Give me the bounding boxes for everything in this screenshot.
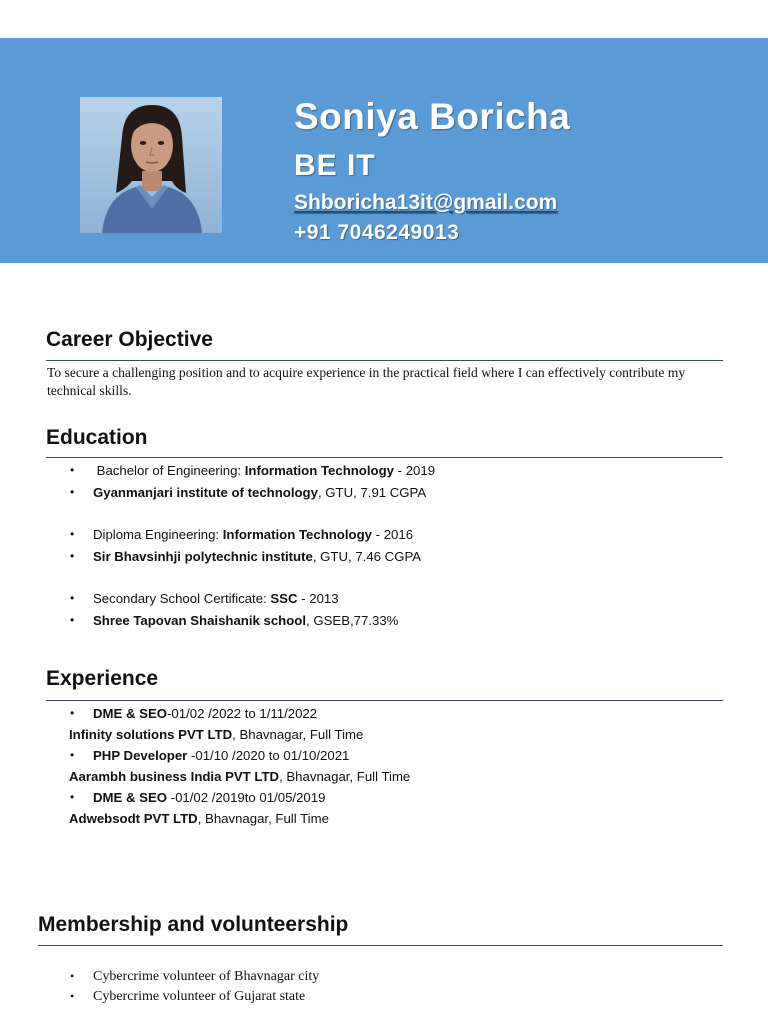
education-entry: [0, 460, 740, 503]
experience-company: [0, 808, 740, 829]
experience-title: [0, 787, 740, 808]
experience-title: [0, 703, 740, 724]
experience-list: [0, 703, 740, 829]
profile-photo: [80, 97, 222, 233]
bold-text: Shree Tapovan Shaishanik school: [93, 612, 307, 628]
text-run: -01/10 /2020 to 01/10/2021: [187, 748, 350, 763]
membership-heading: Membership and volunteership: [38, 913, 349, 936]
education-line: [0, 610, 740, 632]
education-line: [0, 524, 740, 546]
text-run: -01/02 /2019to 01/05/2019: [167, 790, 326, 805]
education-entry: [0, 588, 740, 631]
experience-title: [0, 745, 740, 766]
candidate-degree: BE IT: [294, 149, 376, 182]
text-run: , GSEB,77.33%: [306, 612, 399, 628]
membership-divider: [38, 945, 723, 946]
text-run: Diploma Engineering:: [93, 527, 223, 542]
membership-list: [0, 967, 740, 1006]
education-heading: Education: [46, 426, 148, 449]
experience-heading: Experience: [46, 667, 159, 690]
bold-text: DME & SEO: [93, 790, 168, 805]
experience-company: [0, 766, 740, 787]
text-run: -01/02 /2022 to 1/11/2022: [167, 706, 318, 721]
bold-text: SSC: [270, 591, 298, 606]
education-line: [0, 588, 740, 610]
career-objective-heading: Career Objective: [46, 328, 213, 351]
education-line: [0, 460, 740, 482]
bold-text: Infinity solutions PVT LTD: [69, 727, 233, 742]
text-run: - 2013: [297, 591, 339, 606]
education-list: [0, 460, 740, 652]
career-objective-divider: [46, 360, 723, 361]
bold-text: Sir Bhavsinhji polytechnic institute: [93, 548, 313, 564]
bold-text: PHP Developer: [93, 748, 188, 763]
text-run: , Bhavnagar, Full Time: [232, 727, 364, 742]
bold-text: Adwebsodt PVT LTD: [69, 811, 198, 826]
bold-text: Gyanmanjari institute of technology: [93, 484, 318, 500]
phone-number: +91 7046249013: [294, 221, 460, 244]
text-run: - 2016: [371, 527, 414, 542]
text-run: , Bhavnagar, Full Time: [279, 769, 411, 784]
candidate-name: Soniya Boricha: [294, 96, 571, 137]
text-run: - 2019: [393, 463, 436, 478]
experience-divider: [46, 700, 723, 701]
education-line: [0, 546, 740, 568]
bold-text: DME & SEO: [93, 706, 168, 721]
career-objective-text: To secure a challenging position and to acquire experience in the practical field where I can effectively contribute my technical skills.: [47, 365, 686, 398]
text-run: Secondary School Certificate:: [93, 591, 271, 606]
bold-text: Information Technology: [222, 527, 372, 542]
experience-company: [0, 724, 740, 745]
text-run: , GTU, 7.91 CGPA: [317, 484, 427, 500]
bold-text: Information Technology: [244, 463, 394, 478]
membership-item: • Cybercrime volunteer of Bhavnagar city: [0, 967, 740, 987]
text-run: , GTU, 7.46 CGPA: [312, 548, 422, 564]
membership-item: • Cybercrime volunteer of Gujarat state: [0, 987, 740, 1007]
text-run: , Bhavnagar, Full Time: [197, 811, 329, 826]
education-divider: [46, 457, 723, 458]
education-line: [0, 482, 740, 504]
text-run: Bachelor of Engineering:: [93, 463, 245, 478]
email-link[interactable]: Shboricha13it@gmail.com: [294, 191, 558, 214]
education-entry: [0, 524, 740, 567]
bold-text: Aarambh business India PVT LTD: [69, 769, 280, 784]
